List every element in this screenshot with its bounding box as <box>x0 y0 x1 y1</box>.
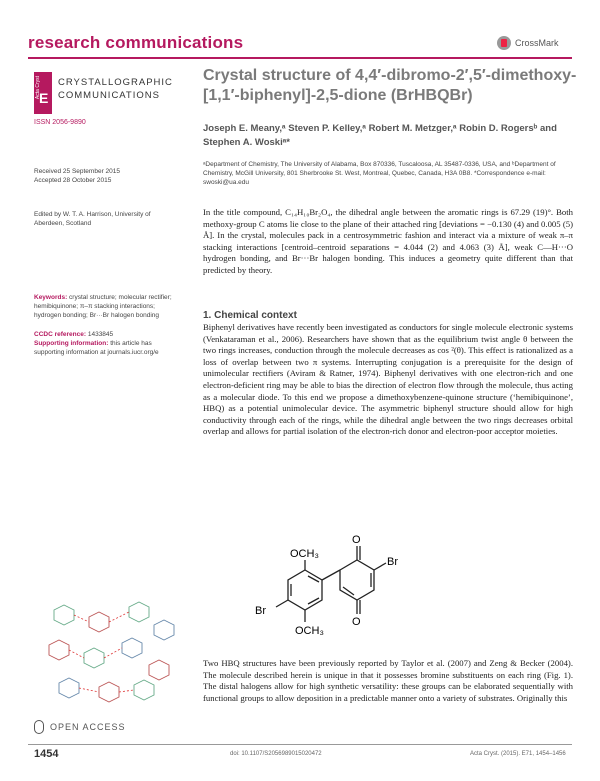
body-paragraph-2: Two HBQ structures have been previously reported by Taylor et al. (2007) and Zeng & Becker (2004). The molecule described herein is unique in that it possesses bromine substituents on each ring (Fig. 1). The distal halogens allow for high synthetic versatility: these groups can be elaborated sequentially with functional groups to allow deposition in a predictable manner onto a variety of substrates. Originally this <box>203 658 573 703</box>
supp-link[interactable]: this article has supporting information at journals.iucr.org/e <box>34 340 159 356</box>
molecule-scheme <box>250 530 420 650</box>
page-number: 1454 <box>34 748 59 760</box>
header-rule <box>28 57 572 59</box>
keywords <box>34 293 179 320</box>
bromine-left: Br <box>255 605 266 617</box>
packing-diagram <box>34 595 184 715</box>
journal-logo-letter: E <box>39 90 49 106</box>
accepted-date: Accepted 28 October 2015 <box>34 177 112 184</box>
article-authors: Joseph E. Meany,ᵃ Steven P. Kelley,ᵃ Robert M. Metzger,ᵃ Robin D. Rogersᵇ and Stephen A. Woskiᵃ* <box>203 123 557 148</box>
open-access-badge <box>34 720 126 734</box>
journal-logo-side-text: Acta Cryst <box>35 76 41 100</box>
open-access-label: OPEN ACCESS <box>50 722 126 732</box>
body-paragraph-1: Biphenyl derivatives have recently been investigated as conductors for single molecule electronic systems (Venkataraman et al., 2006). Researchers have shown that as the equilibrium twist angle θ between the two rings increases, conduction through the molecule decreases as cos ²(θ). This effect is rationalized as a loss of overlap between two π systems. Interrupting conjugation is a prerequisite for the design of unimolecular rectifiers (Aviram & Ratner, 1974). Biphenyl derivatives with one electron-rich and one electron-deficient ring may be able to bias the direction of electron flow through the molecule, thus acting as a molecular diode. To this end we propose a dimethoxybenzene-quinone structure (‘hemibiquinone’, HBQ) as a potential unimolecular device. The asymmetric biphenyl structure should allow for high conductivity through each of the rings, while the dihedral angle between the two rings decreases orbital overlap and allows for partial isolation of the electron-rich donor and electron-poor acceptor moieties. <box>203 322 573 437</box>
crossmark-badge[interactable] <box>497 36 559 50</box>
crossmark-label: CrossMark <box>515 38 559 48</box>
supp-label: Supporting information: <box>34 340 109 347</box>
bromine-right: Br <box>387 556 398 568</box>
journal-logo <box>34 72 52 114</box>
footer-rule <box>28 744 572 745</box>
journal-name-line2: COMMUNICATIONS <box>58 90 160 101</box>
ccdc-label: CCDC reference: <box>34 331 87 338</box>
ccdc-block <box>34 330 179 357</box>
article-dates <box>34 167 120 185</box>
journal-name-line1: CRYSTALLOGRAPHIC <box>58 77 173 88</box>
received-date: Received 25 September 2015 <box>34 168 121 175</box>
ccdc-value: 1433845 <box>87 331 114 338</box>
article-affiliations: ᵃDepartment of Chemistry, The University of Alabama, Box 870336, Tuscaloosa, AL 35487-0336, USA, and ᵇDepartment of Chemistry, McGill University, 801 Sherbrooke St. West, Montreal, Quebec, Canada, H3A 0B8. *Correspondence e-mail: swoski@ua.edu <box>203 161 556 186</box>
abstract: In the title compound, C₁₄H₁₀Br₂O₄, the dihedral angle between the aromatic rings is 67.29 (19)°. Both methoxy-group C atoms lie close to the plane of their attached ring [deviations = −0.130 (4) and 0.005 (5) Å]. In the crystal, molecules pack in a centrosymmetric fashion and interact via a mixture of weak π–π stacking interactions [centroid–centroid separations = 4.044 (2) and 4.063 (3) Å], weak C—H···O hydrogen bonding, and Br···Br halogen bonding. This induces a geometry quite different than that predicted by theory. <box>203 207 573 275</box>
issn: ISSN 2056-9890 <box>34 119 86 126</box>
section-heading: 1. Chemical context <box>203 310 297 321</box>
methoxy-top: OCH₃ <box>290 548 319 560</box>
crossmark-icon <box>497 36 511 50</box>
keywords-text: crystal structure; molecular rectifier; hemibiquinone; π–π stacking interactions; hydrogen bonding; Br···Br halogen bonding <box>34 294 172 319</box>
carbonyl-o-bottom: O <box>352 616 361 628</box>
citation: Acta Cryst. (2015). E71, 1454–1456 <box>470 751 566 757</box>
methoxy-bottom: OCH₃ <box>295 625 324 637</box>
doi-link[interactable]: doi: 10.1107/S2056989015020472 <box>230 751 322 757</box>
carbonyl-o-top: O <box>352 534 361 546</box>
article-title: Crystal structure of 4,4′-dibromo-2′,5′-dimethoxy-[1,1′-biphenyl]-2,5-dione (BrHBQBr) <box>203 67 577 104</box>
keywords-label: Keywords: <box>34 294 68 301</box>
open-lock-icon <box>34 720 44 734</box>
journal-name <box>58 76 173 102</box>
edited-by: Edited by W. T. A. Harrison, University of Aberdeen, Scotland <box>34 211 151 227</box>
section-header: research communications <box>28 33 244 52</box>
